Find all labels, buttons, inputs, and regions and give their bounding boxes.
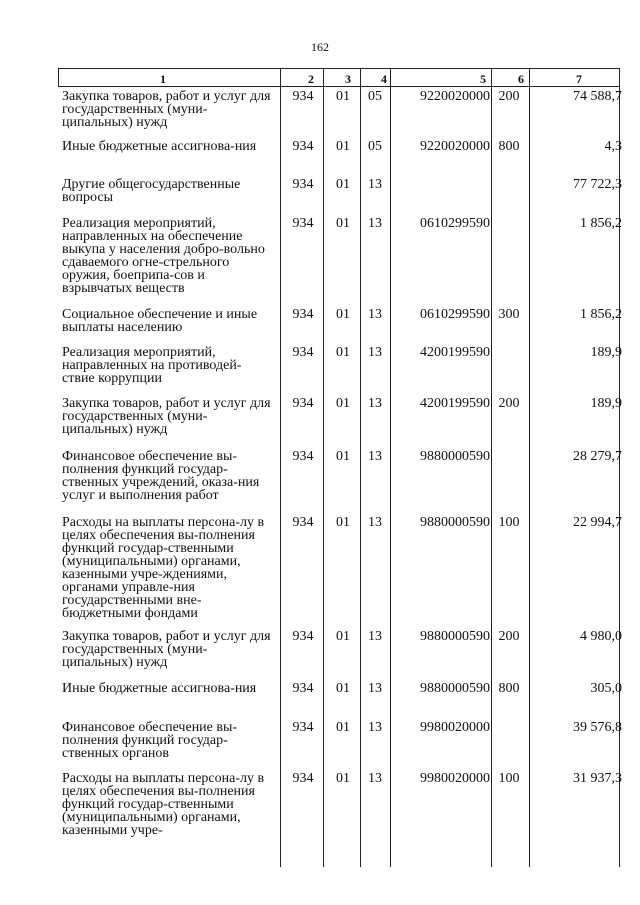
row-code-5: 9880000590 — [420, 681, 490, 696]
row-code-2: 934 — [292, 449, 314, 464]
row-code-5: 9880000590 — [420, 449, 490, 464]
column-header: 1 — [160, 72, 166, 86]
row-code-3: 01 — [336, 771, 350, 786]
row-code-2: 934 — [292, 177, 314, 192]
row-code-4: 13 — [368, 345, 382, 360]
row-code-3: 01 — [336, 515, 350, 530]
row-code-6: 100 — [498, 515, 520, 530]
table-left-border — [58, 68, 59, 86]
row-code-3: 01 — [336, 720, 350, 735]
column-header: 7 — [576, 72, 582, 86]
row-description: Реализация мероприятий, направленных на обеспечение выкупа у населения добро-вольно сдаваемого огне-стрельного оружия, боеприпа-сов и взрывчатых веществ — [62, 216, 265, 296]
row-description: Социальное обеспечение и иные выплаты населению — [62, 307, 258, 335]
row-amount: 74 588,7 — [573, 89, 622, 104]
row-amount: 1 856,2 — [580, 307, 622, 322]
row-code-3: 01 — [336, 139, 350, 154]
row-amount: 77 722,3 — [573, 177, 622, 192]
row-code-2: 934 — [292, 629, 314, 644]
row-description: Реализация мероприятий, направленных на противодей-ствие коррупции — [62, 345, 242, 386]
column-header: 2 — [308, 72, 314, 86]
row-description: Другие общегосударственные вопросы — [62, 177, 241, 205]
column-divider — [491, 68, 492, 867]
row-code-3: 01 — [336, 681, 350, 696]
row-code-3: 01 — [336, 345, 350, 360]
column-header: 4 — [381, 72, 387, 86]
table-top-border — [58, 68, 619, 69]
row-amount: 305,0 — [590, 681, 622, 696]
page-number: 162 — [311, 40, 329, 54]
row-code-5: 4200199590 — [420, 396, 490, 411]
column-divider — [323, 68, 324, 867]
column-header: 6 — [518, 72, 524, 86]
row-code-4: 13 — [368, 515, 382, 530]
row-code-5: 9880000590 — [420, 515, 490, 530]
header-bottom-border — [58, 86, 619, 87]
row-description: Финансовое обеспечение вы-полнения функций государ-ственных учреждений, оказа-ния услуг и выполнения работ — [62, 449, 260, 503]
row-code-2: 934 — [292, 216, 314, 231]
row-code-2: 934 — [292, 771, 314, 786]
row-code-3: 01 — [336, 307, 350, 322]
row-amount: 31 937,3 — [573, 771, 622, 786]
row-amount: 189,9 — [590, 345, 622, 360]
row-code-2: 934 — [292, 515, 314, 530]
row-code-4: 13 — [368, 216, 382, 231]
row-description: Иные бюджетные ассигнова-ния — [62, 139, 257, 154]
column-header: 3 — [345, 72, 351, 86]
row-code-2: 934 — [292, 307, 314, 322]
row-code-6: 800 — [498, 681, 520, 696]
row-code-2: 934 — [292, 396, 314, 411]
row-code-4: 13 — [368, 681, 382, 696]
row-amount: 189,9 — [590, 396, 622, 411]
row-code-4: 13 — [368, 720, 382, 735]
row-code-3: 01 — [336, 177, 350, 192]
row-code-3: 01 — [336, 629, 350, 644]
row-code-6: 200 — [498, 396, 520, 411]
row-code-4: 13 — [368, 449, 382, 464]
row-code-6: 300 — [498, 307, 520, 322]
row-code-4: 13 — [368, 629, 382, 644]
row-code-6: 200 — [498, 89, 520, 104]
row-code-5: 9980020000 — [420, 720, 490, 735]
row-code-6: 100 — [498, 771, 520, 786]
row-description: Финансовое обеспечение вы-полнения функций государ-ственных органов — [62, 720, 238, 761]
row-code-5: 9980020000 — [420, 771, 490, 786]
row-code-2: 934 — [292, 720, 314, 735]
row-description: Закупка товаров, работ и услуг для государственных (муни-ципальных) нужд — [62, 629, 271, 670]
row-amount: 4 980,0 — [580, 629, 622, 644]
row-code-3: 01 — [336, 216, 350, 231]
row-description: Закупка товаров, работ и услуг для государственных (муни-ципальных) нужд — [62, 396, 271, 437]
row-description: Расходы на выплаты персона-лу в целях обеспечения вы-полнения функций государ-ственными (муниципальными) органами, казенными учре- — [62, 771, 265, 838]
row-amount: 4,3 — [604, 139, 622, 154]
row-code-3: 01 — [336, 449, 350, 464]
row-code-4: 13 — [368, 396, 382, 411]
row-code-4: 13 — [368, 771, 382, 786]
row-code-5: 0610299590 — [420, 216, 490, 231]
row-code-4: 13 — [368, 177, 382, 192]
row-description: Расходы на выплаты персона-лу в целях обеспечения вы-полнения функций государ-ственными (муниципальными) органами, казенными учре-ждениями, органами управле-ния государственными вне-бюджетными фондами — [62, 515, 265, 621]
row-code-2: 934 — [292, 345, 314, 360]
row-amount: 22 994,7 — [573, 515, 622, 530]
row-code-6: 200 — [498, 629, 520, 644]
row-description: Иные бюджетные ассигнова-ния — [62, 681, 257, 696]
row-code-5: 0610299590 — [420, 307, 490, 322]
column-divider — [390, 68, 391, 867]
row-description: Закупка товаров, работ и услуг для государственных (муни-ципальных) нужд — [62, 89, 271, 130]
row-amount: 28 279,7 — [573, 449, 622, 464]
row-code-5: 9220020000 — [420, 139, 490, 154]
row-amount: 1 856,2 — [580, 216, 622, 231]
column-divider — [280, 68, 281, 867]
row-code-3: 01 — [336, 396, 350, 411]
row-code-5: 9880000590 — [420, 629, 490, 644]
row-code-5: 4200199590 — [420, 345, 490, 360]
row-code-4: 13 — [368, 307, 382, 322]
row-code-4: 05 — [368, 89, 382, 104]
row-code-2: 934 — [292, 681, 314, 696]
row-code-6: 800 — [498, 139, 520, 154]
row-code-3: 01 — [336, 89, 350, 104]
row-amount: 39 576,8 — [573, 720, 622, 735]
column-header: 5 — [480, 72, 486, 86]
row-code-4: 05 — [368, 139, 382, 154]
row-code-2: 934 — [292, 139, 314, 154]
row-code-5: 9220020000 — [420, 89, 490, 104]
row-code-2: 934 — [292, 89, 314, 104]
